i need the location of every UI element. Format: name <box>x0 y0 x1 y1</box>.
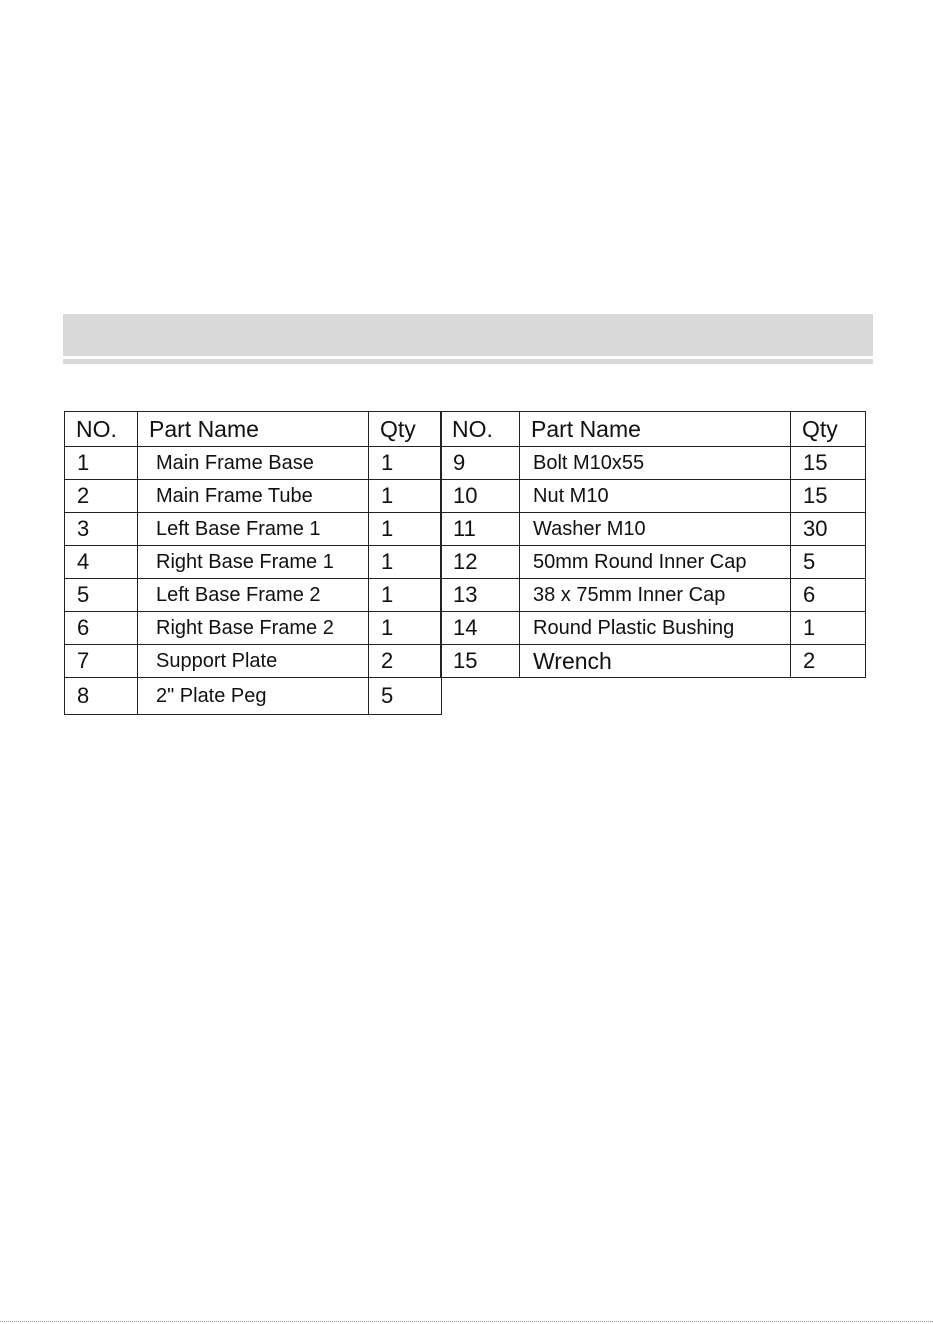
part-number: 7 <box>65 645 138 678</box>
part-number: 4 <box>65 546 138 579</box>
table-row <box>65 546 442 579</box>
part-number: 13 <box>441 579 520 612</box>
part-qty: 2 <box>369 645 442 678</box>
table-header-row <box>441 412 866 447</box>
column-header-part-name: Part Name <box>520 412 791 447</box>
part-name: 38 x 75mm Inner Cap <box>520 579 791 612</box>
part-number: 8 <box>65 678 138 715</box>
table-row <box>65 447 442 480</box>
part-name: Main Frame Tube <box>138 480 369 513</box>
part-number: 1 <box>65 447 138 480</box>
column-header-no: NO. <box>65 412 138 447</box>
part-qty: 6 <box>791 579 866 612</box>
part-name: Bolt M10x55 <box>520 447 791 480</box>
column-header-qty: Qty <box>791 412 866 447</box>
part-name: Right Base Frame 2 <box>138 612 369 645</box>
part-qty: 1 <box>791 612 866 645</box>
table-header-row <box>65 412 442 447</box>
part-qty: 1 <box>369 546 442 579</box>
part-number: 12 <box>441 546 520 579</box>
part-qty: 1 <box>369 480 442 513</box>
part-qty: 5 <box>369 678 442 715</box>
section-divider <box>63 359 873 364</box>
part-name: Wrench <box>520 645 791 678</box>
table-row <box>441 480 866 513</box>
part-name: Left Base Frame 2 <box>138 579 369 612</box>
part-number: 11 <box>441 513 520 546</box>
table-row <box>65 678 442 715</box>
part-qty: 30 <box>791 513 866 546</box>
part-qty: 15 <box>791 480 866 513</box>
part-name: Right Base Frame 1 <box>138 546 369 579</box>
part-number: 15 <box>441 645 520 678</box>
parts-list-table-right <box>440 411 866 678</box>
part-qty: 1 <box>369 447 442 480</box>
table-row <box>65 513 442 546</box>
part-qty: 1 <box>369 579 442 612</box>
table-row <box>65 645 442 678</box>
part-number: 10 <box>441 480 520 513</box>
table-row <box>441 579 866 612</box>
part-qty: 15 <box>791 447 866 480</box>
part-name: Nut M10 <box>520 480 791 513</box>
part-name: Support Plate <box>138 645 369 678</box>
part-name: Round Plastic Bushing <box>520 612 791 645</box>
page-bottom-edge <box>0 1321 933 1322</box>
part-name: Left Base Frame 1 <box>138 513 369 546</box>
table-row <box>441 513 866 546</box>
part-name: 50mm Round Inner Cap <box>520 546 791 579</box>
part-name: Washer M10 <box>520 513 791 546</box>
parts-list-table-left <box>64 411 442 715</box>
part-qty: 1 <box>369 513 442 546</box>
part-number: 5 <box>65 579 138 612</box>
part-number: 6 <box>65 612 138 645</box>
table-row <box>441 447 866 480</box>
table-row <box>65 480 442 513</box>
part-number: 14 <box>441 612 520 645</box>
part-name: 2" Plate Peg <box>138 678 369 715</box>
part-number: 3 <box>65 513 138 546</box>
section-header-bar <box>63 314 873 356</box>
part-qty: 2 <box>791 645 866 678</box>
part-qty: 1 <box>369 612 442 645</box>
table-row <box>441 612 866 645</box>
part-qty: 5 <box>791 546 866 579</box>
column-header-no: NO. <box>441 412 520 447</box>
part-number: 2 <box>65 480 138 513</box>
table-row <box>441 645 866 678</box>
table-row <box>65 579 442 612</box>
column-header-part-name: Part Name <box>138 412 369 447</box>
table-row <box>65 612 442 645</box>
column-header-qty: Qty <box>369 412 442 447</box>
part-name: Main Frame Base <box>138 447 369 480</box>
table-row <box>441 546 866 579</box>
part-number: 9 <box>441 447 520 480</box>
